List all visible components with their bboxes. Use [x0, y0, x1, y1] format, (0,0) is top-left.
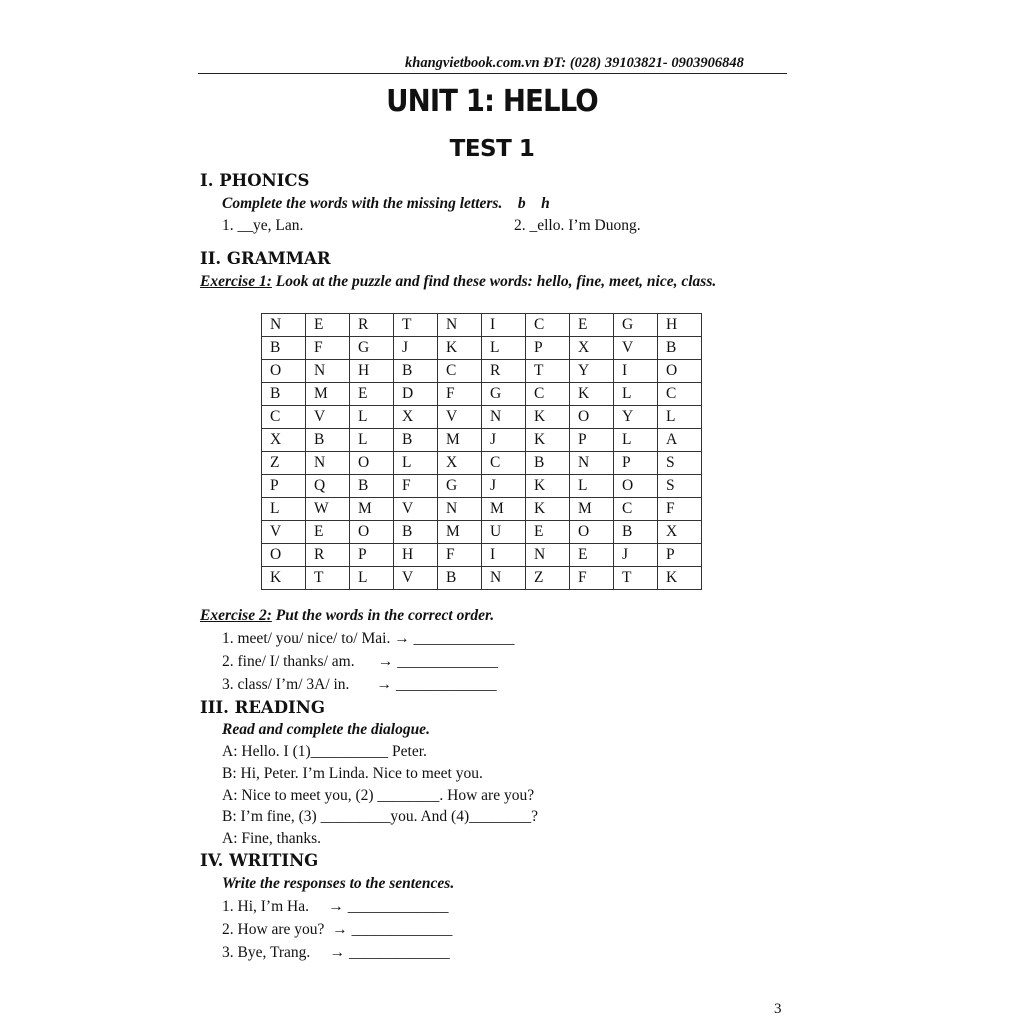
puzzle-cell: M — [306, 383, 350, 406]
puzzle-cell: T — [394, 314, 438, 337]
puzzle-cell: J — [394, 337, 438, 360]
puzzle-cell: V — [306, 406, 350, 429]
puzzle-cell: E — [306, 521, 350, 544]
puzzle-cell: L — [570, 475, 614, 498]
puzzle-cell: T — [306, 567, 350, 590]
puzzle-cell: L — [262, 498, 306, 521]
puzzle-cell: X — [262, 429, 306, 452]
puzzle-cell: F — [394, 475, 438, 498]
exercise-2-item-2: 2. fine/ I/ thanks/ am. → _____________ — [222, 653, 498, 670]
puzzle-cell: K — [570, 383, 614, 406]
grammar-heading: II. GRAMMAR — [200, 249, 331, 268]
puzzle-cell: E — [570, 544, 614, 567]
dialogue-line: B: I’m fine, (3) _________you. And (4)________? — [222, 808, 538, 825]
puzzle-cell: L — [350, 406, 394, 429]
puzzle-row — [262, 567, 702, 590]
exercise-2-item-3: 3. class/ I’m/ 3A/ in. → _____________ — [222, 676, 497, 693]
puzzle-cell: B — [394, 360, 438, 383]
puzzle-row — [262, 452, 702, 475]
puzzle-cell: B — [394, 521, 438, 544]
dialogue-line: A: Hello. I (1)__________ Peter. — [222, 743, 427, 760]
puzzle-cell: M — [438, 521, 482, 544]
writing-heading: IV. WRITING — [200, 851, 319, 870]
exercise-1-label: Exercise 1: — [200, 273, 272, 290]
puzzle-cell: P — [658, 544, 702, 567]
puzzle-cell: N — [306, 452, 350, 475]
puzzle-cell: N — [570, 452, 614, 475]
puzzle-cell: C — [262, 406, 306, 429]
puzzle-cell: P — [350, 544, 394, 567]
puzzle-row — [262, 498, 702, 521]
puzzle-row — [262, 314, 702, 337]
puzzle-cell: G — [482, 383, 526, 406]
puzzle-cell: N — [306, 360, 350, 383]
puzzle-cell: B — [262, 337, 306, 360]
puzzle-cell: C — [658, 383, 702, 406]
phonics-item-2: 2. _ello. I’m Duong. — [514, 217, 641, 234]
writing-instruction: Write the responses to the sentences. — [222, 875, 455, 892]
puzzle-cell: V — [614, 337, 658, 360]
reading-heading: III. READING — [200, 698, 325, 717]
puzzle-cell: C — [526, 314, 570, 337]
phonics-heading: I. PHONICS — [200, 171, 310, 190]
puzzle-row — [262, 406, 702, 429]
puzzle-cell: F — [658, 498, 702, 521]
puzzle-cell: C — [614, 498, 658, 521]
puzzle-cell: B — [262, 383, 306, 406]
dialogue-line: A: Fine, thanks. — [222, 830, 322, 847]
puzzle-cell: X — [570, 337, 614, 360]
puzzle-cell: H — [394, 544, 438, 567]
puzzle-cell: V — [262, 521, 306, 544]
puzzle-cell: O — [350, 521, 394, 544]
puzzle-cell: H — [350, 360, 394, 383]
puzzle-cell: E — [306, 314, 350, 337]
puzzle-cell: Y — [570, 360, 614, 383]
puzzle-cell: P — [526, 337, 570, 360]
puzzle-cell: N — [526, 544, 570, 567]
puzzle-cell: F — [306, 337, 350, 360]
puzzle-cell: L — [614, 383, 658, 406]
puzzle-cell: S — [658, 452, 702, 475]
puzzle-cell: N — [438, 498, 482, 521]
puzzle-cell: K — [262, 567, 306, 590]
puzzle-cell: L — [350, 429, 394, 452]
puzzle-cell: O — [262, 360, 306, 383]
puzzle-cell: B — [438, 567, 482, 590]
puzzle-cell: E — [570, 314, 614, 337]
puzzle-cell: R — [482, 360, 526, 383]
puzzle-cell: I — [482, 314, 526, 337]
puzzle-cell: B — [658, 337, 702, 360]
puzzle-cell: J — [482, 475, 526, 498]
puzzle-row — [262, 429, 702, 452]
puzzle-cell: O — [570, 406, 614, 429]
puzzle-cell: L — [350, 567, 394, 590]
puzzle-cell: P — [570, 429, 614, 452]
puzzle-cell: F — [438, 383, 482, 406]
puzzle-cell: E — [526, 521, 570, 544]
unit-title: UNIT 1: HELLO — [386, 84, 598, 119]
phonics-item-1: 1. __ye, Lan. — [222, 217, 304, 234]
puzzle-cell: H — [658, 314, 702, 337]
puzzle-cell: O — [658, 360, 702, 383]
puzzle-cell: L — [394, 452, 438, 475]
phonics-instruction: Complete the words with the missing letters. b h — [222, 195, 550, 212]
puzzle-cell: F — [570, 567, 614, 590]
puzzle-cell: U — [482, 521, 526, 544]
puzzle-cell: G — [614, 314, 658, 337]
writing-item-2: 2. How are you? → _____________ — [222, 921, 453, 938]
word-search-puzzle — [261, 313, 702, 590]
puzzle-cell: L — [658, 406, 702, 429]
puzzle-cell: T — [614, 567, 658, 590]
puzzle-row — [262, 337, 702, 360]
puzzle-cell: F — [438, 544, 482, 567]
puzzle-cell: K — [526, 475, 570, 498]
puzzle-row — [262, 360, 702, 383]
exercise-2-text: Put the words in the correct order. — [271, 607, 495, 624]
puzzle-cell: M — [350, 498, 394, 521]
dialogue-line: B: Hi, Peter. I’m Linda. Nice to meet you. — [222, 765, 483, 782]
exercise-2-instruction — [200, 607, 494, 625]
puzzle-cell: I — [482, 544, 526, 567]
puzzle-cell: K — [526, 406, 570, 429]
puzzle-cell: N — [482, 567, 526, 590]
puzzle-cell: I — [614, 360, 658, 383]
header-rule — [198, 73, 787, 74]
puzzle-cell: B — [526, 452, 570, 475]
puzzle-cell: M — [438, 429, 482, 452]
puzzle-cell: M — [482, 498, 526, 521]
test-title: TEST 1 — [449, 136, 535, 162]
puzzle-cell: K — [658, 567, 702, 590]
puzzle-row — [262, 383, 702, 406]
dialogue-line: A: Nice to meet you, (2) ________. How are you? — [222, 787, 535, 804]
puzzle-cell: N — [262, 314, 306, 337]
page-number: 3 — [774, 1001, 782, 1017]
puzzle-row — [262, 475, 702, 498]
puzzle-cell: B — [306, 429, 350, 452]
puzzle-cell: L — [482, 337, 526, 360]
puzzle-cell: V — [394, 567, 438, 590]
puzzle-cell: X — [658, 521, 702, 544]
puzzle-cell: N — [482, 406, 526, 429]
puzzle-cell: K — [526, 429, 570, 452]
puzzle-cell: J — [614, 544, 658, 567]
puzzle-cell: Y — [614, 406, 658, 429]
puzzle-cell: O — [614, 475, 658, 498]
puzzle-cell: C — [526, 383, 570, 406]
puzzle-row — [262, 521, 702, 544]
writing-item-1: 1. Hi, I’m Ha. → _____________ — [222, 898, 449, 915]
puzzle-cell: G — [350, 337, 394, 360]
puzzle-cell: D — [394, 383, 438, 406]
puzzle-row — [262, 544, 702, 567]
puzzle-cell: T — [526, 360, 570, 383]
puzzle-cell: S — [658, 475, 702, 498]
header-contact: khangvietbook.com.vn ĐT: (028) 39103821- 0903906848 — [405, 55, 744, 71]
puzzle-cell: V — [394, 498, 438, 521]
puzzle-cell: C — [482, 452, 526, 475]
puzzle-cell: R — [306, 544, 350, 567]
puzzle-cell: Z — [262, 452, 306, 475]
puzzle-cell: Q — [306, 475, 350, 498]
puzzle-cell: J — [482, 429, 526, 452]
puzzle-cell: B — [350, 475, 394, 498]
puzzle-cell: O — [262, 544, 306, 567]
puzzle-cell: M — [570, 498, 614, 521]
puzzle-cell: X — [394, 406, 438, 429]
puzzle-cell: B — [394, 429, 438, 452]
puzzle-cell: L — [614, 429, 658, 452]
reading-instruction: Read and complete the dialogue. — [222, 721, 430, 738]
puzzle-cell: X — [438, 452, 482, 475]
puzzle-cell: V — [438, 406, 482, 429]
puzzle-cell: A — [658, 429, 702, 452]
puzzle-cell: K — [438, 337, 482, 360]
exercise-2-item-1: 1. meet/ you/ nice/ to/ Mai. → _____________ — [222, 630, 515, 647]
puzzle-cell: B — [614, 521, 658, 544]
exercise-1-text: Look at the puzzle and find these words: hello, fine, meet, nice, class. — [271, 273, 717, 290]
writing-item-3: 3. Bye, Trang. → _____________ — [222, 944, 450, 961]
puzzle-cell: G — [438, 475, 482, 498]
puzzle-cell: P — [614, 452, 658, 475]
puzzle-cell: R — [350, 314, 394, 337]
puzzle-cell: P — [262, 475, 306, 498]
exercise-1-instruction — [200, 273, 716, 291]
puzzle-cell: W — [306, 498, 350, 521]
puzzle-cell: N — [438, 314, 482, 337]
puzzle-cell: O — [570, 521, 614, 544]
puzzle-cell: E — [350, 383, 394, 406]
puzzle-cell: K — [526, 498, 570, 521]
puzzle-cell: C — [438, 360, 482, 383]
puzzle-cell: O — [350, 452, 394, 475]
exercise-2-label: Exercise 2: — [200, 607, 272, 624]
puzzle-cell: Z — [526, 567, 570, 590]
